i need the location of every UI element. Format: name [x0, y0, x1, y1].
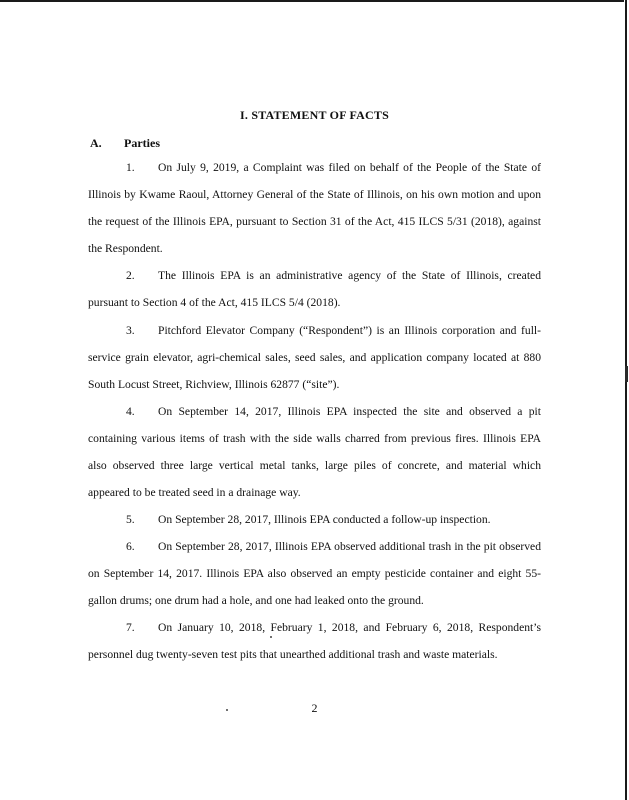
scan-artifact-mark: [625, 366, 628, 382]
paragraph-3: [88, 317, 541, 398]
document-title: I. STATEMENT OF FACTS: [240, 108, 389, 122]
paragraph-6: [88, 533, 541, 614]
scan-speck: [270, 636, 272, 638]
paragraph-7: [88, 614, 541, 668]
paragraph-number: 7.: [126, 621, 135, 634]
paragraph-text: The Illinois EPA is an administrative agency of the State of Illinois, created pursuant to Section 4 of the Act, 415 ILCS 5/4 (2018).: [88, 269, 541, 309]
paragraph-text: Pitchford Elevator Company (“Respondent”) is an Illinois corporation and full-service grain elevator, agri-chemical sales, seed sales, and application company located at 880 South Locust Street, Richview, Illinois 62877 (“site”).: [88, 324, 541, 391]
paragraph-text: On September 28, 2017, Illinois EPA conducted a follow-up inspection.: [158, 513, 491, 526]
page-number: 2: [311, 701, 318, 715]
paragraph-2: [88, 262, 541, 316]
section-letter: A.: [90, 136, 102, 150]
scan-border-top: [0, 0, 624, 2]
paragraph-text: On September 28, 2017, Illinois EPA observed additional trash in the pit observed on September 14, 2017. Illinois EPA also observed an empty pesticide container and eight 55-gallon drums; one drum had a hole, and one had leaked onto the ground.: [88, 540, 541, 607]
paragraph-number: 6.: [126, 540, 135, 553]
paragraph-number: 2.: [126, 269, 135, 282]
paragraph-text: On September 14, 2017, Illinois EPA inspected the site and observed a pit containing various items of trash with the side walls charred from previous fires. Illinois EPA also observed three large vertical metal tanks, large piles of concrete, and material which appeared to be treated seed in a drainage way.: [88, 405, 541, 499]
section-heading-text: Parties: [124, 136, 160, 150]
paragraph-number: 4.: [126, 405, 135, 418]
paragraph-text: On July 9, 2019, a Complaint was filed on behalf of the People of the State of Illinois by Kwame Raoul, Attorney General of the State of Illinois, on his own motion and upon the request of the Illinois EPA, pursuant to Section 31 of the Act, 415 ILCS 5/31 (2018), against the Respondent.: [88, 161, 541, 255]
section-heading: [90, 136, 160, 151]
paragraph-number: 3.: [126, 324, 135, 337]
paragraph-number: 5.: [126, 513, 135, 526]
paragraph-text: On January 10, 2018, February 1, 2018, and February 6, 2018, Respondent’s personnel dug twenty-seven test pits that unearthed additional trash and waste materials.: [88, 621, 541, 661]
paragraph-5: [88, 506, 541, 533]
paragraph-4: [88, 398, 541, 506]
paragraph-number: 1.: [126, 161, 135, 174]
paragraph-1: [88, 154, 541, 262]
